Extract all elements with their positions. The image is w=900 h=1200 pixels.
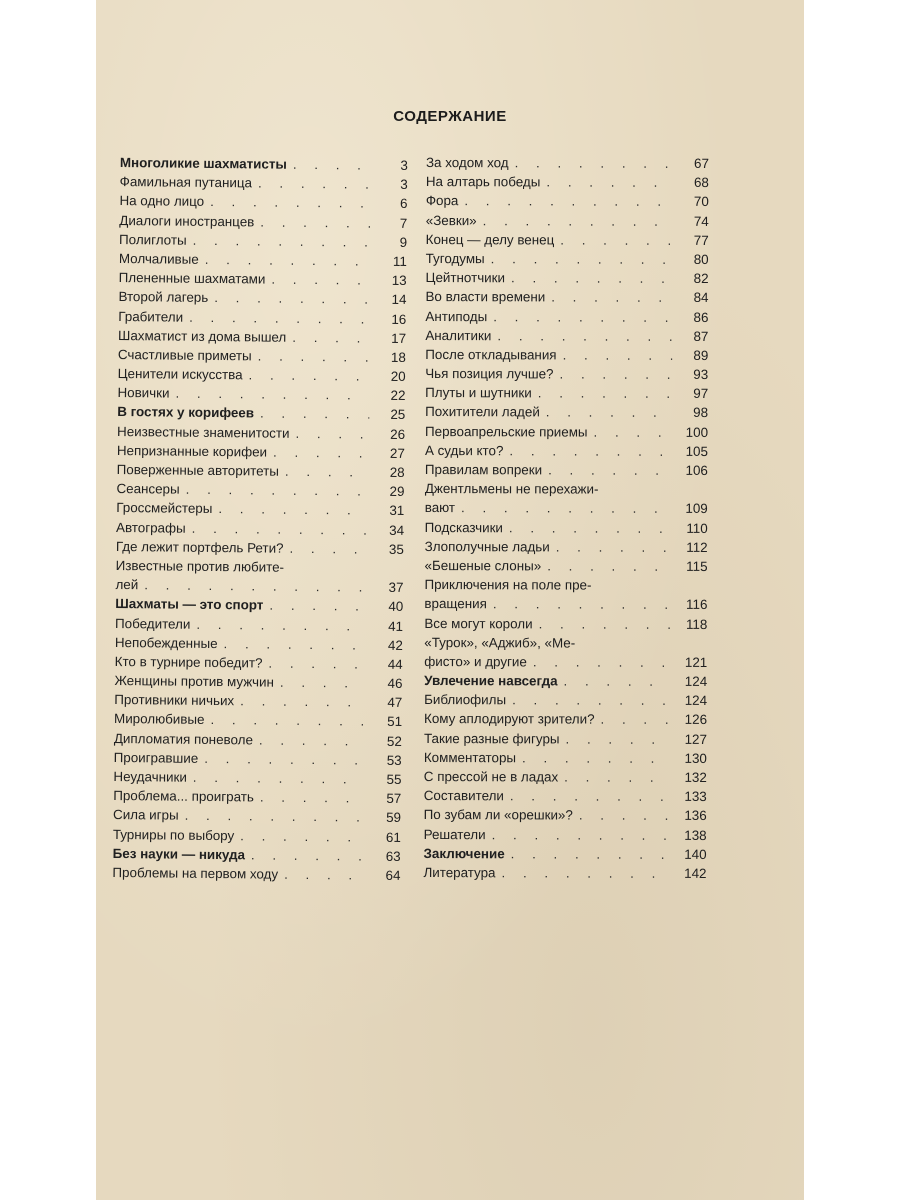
toc-entry-title: Неудачники <box>113 768 187 785</box>
dot-leader <box>144 576 367 596</box>
toc-entry-page: 44 <box>387 656 403 672</box>
toc-entry-title: Ценители искусства <box>117 366 243 383</box>
toc-entry <box>426 154 709 174</box>
toc-entry-title: Гроссмейстеры <box>116 500 213 517</box>
dot-leader <box>210 193 372 213</box>
toc-entry-title: Кто в турнире победит? <box>114 653 263 671</box>
toc-entry-title: Конец — делу венец <box>425 231 555 248</box>
toc-entry-page: 106 <box>685 462 708 478</box>
toc-entry-page: 13 <box>391 272 407 289</box>
toc-entry-title: По зубам ли «орешки»? <box>423 807 573 823</box>
toc-entry-title: Поверженные авторитеты <box>116 461 280 479</box>
toc-entry-title: С прессой не в ладах <box>423 768 559 785</box>
toc-entry-title: «Зевки» <box>425 212 477 228</box>
dot-leader <box>271 271 371 290</box>
dot-leader <box>493 308 672 327</box>
toc-entry-title: Решатели <box>423 826 486 842</box>
dot-leader <box>579 807 671 825</box>
toc-entry-page: 29 <box>389 484 405 500</box>
toc-entry <box>424 595 707 615</box>
toc-entry-page: 9 <box>399 234 408 250</box>
toc-entry <box>425 288 708 308</box>
toc-entry-title: Заключение <box>423 845 505 862</box>
dot-leader <box>268 654 366 673</box>
dot-leader <box>509 442 672 461</box>
toc-entry-page: 3 <box>400 177 408 193</box>
toc-entry-page: 109 <box>685 501 708 517</box>
toc-entry <box>425 538 708 558</box>
dot-leader <box>205 251 371 271</box>
toc-left-column <box>112 154 408 886</box>
toc-entry-page: 124 <box>684 693 708 709</box>
dot-leader <box>193 769 366 789</box>
dot-leader <box>564 673 672 691</box>
toc-entry-title: Фора <box>425 193 459 209</box>
toc-entry-title: Плененные шахматами <box>118 270 266 287</box>
toc-entry-title: Во власти времени <box>425 289 546 305</box>
toc-entry-title: Подсказчики <box>424 519 503 535</box>
toc-entry-title: Чья позиция лучше? <box>425 366 554 382</box>
toc-entry <box>424 614 707 634</box>
toc-entry-title: Известные против любите- <box>115 557 285 575</box>
toc-entry-page: 77 <box>693 232 709 248</box>
toc-entry-title: Все могут короли <box>424 615 533 631</box>
toc-entry-title: Противники ничьих <box>114 692 235 709</box>
toc-entry <box>424 787 707 807</box>
dot-leader <box>260 405 369 424</box>
toc-entry-title: Турниры по выбору <box>112 826 235 843</box>
toc-entry <box>424 730 707 750</box>
toc-entry-page: 130 <box>684 750 707 766</box>
toc-entry-page: 132 <box>684 769 707 785</box>
dot-leader <box>547 557 671 575</box>
dot-leader <box>548 461 672 479</box>
toc-entry-title: В гостях у корифеев <box>117 404 255 421</box>
toc-entry-page: 63 <box>385 848 401 864</box>
toc-entry-title: Комментаторы <box>423 749 517 766</box>
toc-entry-page: 98 <box>693 405 709 421</box>
toc-entry-page: 17 <box>391 330 407 346</box>
toc-entry-page: 126 <box>684 712 708 728</box>
dot-leader <box>280 674 367 693</box>
dot-leader <box>240 693 366 712</box>
toc-entry-title: На алтарь победы <box>425 174 541 190</box>
toc-entry-page: 51 <box>387 714 403 730</box>
toc-entry-title: Проблемы на первом ходу <box>112 864 279 882</box>
toc-entry-page: 142 <box>684 865 707 881</box>
toc-entry-page: 53 <box>386 752 402 768</box>
toc-entry-page: 127 <box>684 731 707 747</box>
dot-leader <box>210 711 366 731</box>
toc-entry-page: 136 <box>684 808 707 824</box>
toc-entry-page: 40 <box>388 599 404 615</box>
toc-entry-page: 100 <box>685 424 709 440</box>
toc-entry-page: 74 <box>693 213 709 229</box>
toc-entry-page: 18 <box>390 349 406 365</box>
toc-entry-title: Женщины против мужчин <box>114 673 275 690</box>
toc-entry <box>425 557 708 577</box>
toc-entry-page: 34 <box>389 522 405 538</box>
toc-entry-title: Полиглоты <box>119 231 187 248</box>
toc-entry-title: Грабители <box>118 308 184 325</box>
toc-entry-page: 42 <box>387 637 403 653</box>
toc-entry-page: 68 <box>693 175 709 191</box>
toc-entry-page: 46 <box>387 675 403 692</box>
toc-entry-title: Автографы <box>116 519 186 536</box>
toc-entry-page: 25 <box>390 407 406 423</box>
toc-entry-page: 97 <box>693 386 709 402</box>
dot-leader <box>560 231 672 249</box>
dot-leader <box>464 193 673 212</box>
dot-leader <box>204 750 366 770</box>
toc-entry-page: 121 <box>684 654 708 670</box>
toc-entry <box>425 442 708 462</box>
toc-right-column <box>423 154 709 884</box>
toc-entry-title: Цейтнотчики <box>425 270 506 286</box>
toc-entry <box>426 192 709 212</box>
toc-entry-title: Победители <box>115 615 191 632</box>
toc-entry-title: Диалоги иностранцев <box>119 212 255 229</box>
dot-leader <box>258 175 372 194</box>
toc-entry-page: 138 <box>684 827 707 843</box>
dot-leader <box>511 269 673 288</box>
dot-leader <box>193 232 372 252</box>
toc-entry-page: 35 <box>388 541 404 557</box>
toc-entry-page: 27 <box>389 445 405 461</box>
dot-leader <box>564 768 671 786</box>
dot-leader <box>493 596 672 615</box>
dot-leader <box>269 597 367 616</box>
toc-entry-page: 118 <box>685 616 708 632</box>
toc-entry <box>425 327 708 347</box>
toc-entry <box>424 826 707 846</box>
dot-leader <box>501 864 670 883</box>
toc-entry-title: Приключения на поле пре- <box>424 577 592 593</box>
toc-entry <box>425 499 708 519</box>
toc-entry-page: 61 <box>385 829 401 845</box>
toc-entry <box>425 461 708 481</box>
dot-leader <box>492 826 671 845</box>
toc-entry <box>426 231 709 251</box>
page-title: СОДЕРЖАНИЕ <box>393 108 507 125</box>
dot-leader <box>512 692 671 711</box>
toc-entry-page: 140 <box>684 846 707 862</box>
toc-entry-page: 31 <box>389 503 405 519</box>
dot-leader <box>285 463 369 482</box>
dot-leader <box>295 424 369 443</box>
toc-entry-title: Литература <box>423 864 496 881</box>
toc-entry-page: 116 <box>686 597 708 613</box>
toc-entry-page: 57 <box>386 791 402 807</box>
dot-leader <box>273 443 369 462</box>
toc-entry-page: 84 <box>693 290 709 306</box>
dot-leader <box>483 212 673 231</box>
dot-leader <box>258 347 370 366</box>
toc-entry-title: Многоликие шахматисты <box>119 154 287 172</box>
toc-entry <box>424 653 707 673</box>
toc-entry <box>425 346 708 366</box>
toc-entry-page: 115 <box>686 558 708 574</box>
toc-entry <box>424 576 707 596</box>
dot-leader <box>497 327 672 346</box>
toc-entry-page: 89 <box>693 347 709 363</box>
dot-leader <box>461 499 672 518</box>
dot-leader <box>515 154 673 173</box>
toc-entry-title: Где лежит портфель Рети? <box>115 538 284 556</box>
dot-leader <box>289 540 368 559</box>
dot-leader <box>175 385 369 405</box>
toc-entry <box>426 250 709 270</box>
toc-entry <box>424 768 707 788</box>
toc-entry <box>426 269 709 289</box>
toc-entry-page: 70 <box>693 194 709 210</box>
toc-entry-title: Миролюбивые <box>114 711 205 728</box>
toc-entry-title: «Турок», «Аджиб», «Ме- <box>424 634 576 651</box>
toc-entry-page: 82 <box>693 271 709 287</box>
dot-leader <box>196 615 367 635</box>
toc-entry-title: Новички <box>117 385 170 401</box>
dot-leader <box>491 250 673 269</box>
dot-leader <box>509 519 672 538</box>
toc-entry-page: 80 <box>693 251 709 267</box>
toc-entry-page: 11 <box>392 253 407 269</box>
toc-entry <box>425 519 708 539</box>
toc-entry-title: Проигравшие <box>113 749 199 766</box>
toc-entry <box>424 845 707 865</box>
toc-entry-title: Составители <box>423 788 504 804</box>
toc-entry-title: Сила игры <box>113 807 179 824</box>
toc-entry-page: 59 <box>386 810 402 826</box>
toc-entry-title: Второй лагерь <box>118 289 209 306</box>
toc-entry-title: Джентльмены не перехажи- <box>424 481 599 497</box>
toc-entry-page: 16 <box>391 311 407 327</box>
toc-entry <box>425 480 708 500</box>
dot-leader <box>284 866 365 885</box>
toc-entry-page: 41 <box>388 618 404 634</box>
dot-leader <box>601 711 672 729</box>
toc-entry-title: Антиподы <box>425 308 488 324</box>
toc-entry-title: Тугодумы <box>425 250 485 267</box>
toc-entry <box>424 672 707 692</box>
dot-leader <box>260 789 366 808</box>
dot-leader <box>260 213 371 232</box>
dot-leader <box>240 827 365 846</box>
toc-entry-title: вают <box>424 500 456 516</box>
toc-entry <box>425 307 708 327</box>
dot-leader <box>566 730 671 748</box>
toc-entry-page: 64 <box>385 867 401 883</box>
dot-leader <box>551 289 672 307</box>
dot-leader <box>546 404 672 422</box>
toc-entry <box>424 634 707 654</box>
dot-leader <box>192 519 369 539</box>
toc-entry-title: Библиофилы <box>424 692 507 708</box>
toc-entry-title: Неизвестные знаменитости <box>117 423 290 441</box>
toc-entry-title: Фамильная путаница <box>119 174 253 191</box>
dot-leader <box>186 481 369 501</box>
toc-entry-title: Шахматист из дома вышел <box>118 327 287 345</box>
toc-entry <box>424 749 707 769</box>
toc-entry <box>425 365 708 385</box>
dot-leader <box>248 366 369 385</box>
toc-entry-page: 110 <box>686 520 708 536</box>
toc-entry-page: 7 <box>399 215 408 231</box>
dot-leader <box>563 346 673 364</box>
dot-leader <box>594 423 673 441</box>
toc-entry-title: Злополучные ладьи <box>424 538 550 555</box>
toc-entry-title: Молчаливые <box>118 250 199 267</box>
toc-entry-title: Счастливые приметы <box>117 346 252 364</box>
dot-leader <box>214 289 370 309</box>
toc-entry-title: Кому аплодируют зрители? <box>424 711 595 728</box>
dot-leader <box>293 156 372 175</box>
dot-leader <box>533 653 671 671</box>
toc-entry-page: 20 <box>390 368 406 385</box>
dot-leader <box>539 615 672 633</box>
toc-entry-page: 105 <box>685 443 708 459</box>
toc-entry-page: 87 <box>693 328 709 344</box>
toc-entry-page: 26 <box>390 426 406 442</box>
toc-entry <box>425 384 708 404</box>
toc-entry-page: 6 <box>399 196 408 212</box>
toc-entry-page: 47 <box>387 695 403 711</box>
toc-entry-page: 133 <box>684 789 707 805</box>
toc-entry-title: «Бешеные слоны» <box>424 557 542 574</box>
toc-entry-title: Без науки — никуда <box>112 845 246 863</box>
toc-entry <box>424 710 707 730</box>
toc-entry-page: 28 <box>389 464 405 480</box>
dot-leader <box>546 174 673 192</box>
toc-entry-title: Проблема... проиграть <box>113 788 254 805</box>
dot-leader <box>559 366 672 384</box>
dot-leader <box>224 635 367 654</box>
toc-entry-page: 93 <box>693 366 709 383</box>
dot-leader <box>556 538 672 556</box>
book-page <box>96 0 804 1200</box>
toc-entry-page: 52 <box>386 733 402 749</box>
toc-entry-title: Первоапрельские приемы <box>425 423 588 440</box>
toc-entry <box>426 212 709 232</box>
dot-leader <box>522 749 671 768</box>
toc-entry-title: Правилам вопреки <box>424 461 543 478</box>
toc-entry-title: Плуты и шутники <box>425 385 532 401</box>
toc-entry-page: 37 <box>388 579 404 596</box>
dot-leader <box>251 846 365 865</box>
toc-entry <box>423 864 706 884</box>
toc-entry-title: Увлечение навсегда <box>424 673 558 689</box>
toc-entry-title: Непризнанные корифеи <box>116 442 268 460</box>
toc-entry-page: 86 <box>693 309 709 325</box>
toc-entry-title: За ходом ход <box>425 155 509 171</box>
toc-entry-title: После откладывания <box>425 346 557 363</box>
toc-entry-page: 124 <box>684 673 708 690</box>
toc-entry-title: Непобежденные <box>114 634 218 651</box>
dot-leader <box>511 845 671 864</box>
toc-entry-title: Похитители ладей <box>425 404 540 420</box>
toc-entry-title: Шахматы — это спорт <box>115 596 264 613</box>
toc-entry-page: 67 <box>694 155 709 171</box>
toc-entry <box>424 691 707 711</box>
toc-entry-title: фисто» и другие <box>424 653 527 670</box>
toc-entry <box>424 806 707 826</box>
dot-leader <box>185 807 366 827</box>
dot-leader <box>510 787 671 806</box>
dot-leader <box>292 329 370 348</box>
toc-entry-title: Дипломатия поневоле <box>113 730 254 748</box>
toc-entry-title: лей <box>115 577 139 593</box>
dot-leader <box>259 731 366 750</box>
dot-leader <box>538 385 672 403</box>
toc-entry-title: На одно лицо <box>119 193 205 210</box>
dot-leader <box>218 500 368 520</box>
toc-entry <box>112 864 400 886</box>
toc-entry-title: Такие разные фигуры <box>423 730 560 747</box>
toc-entry-title: Аналитики <box>425 327 492 343</box>
toc-entry-page: 55 <box>386 771 402 787</box>
toc-entry-page: 3 <box>400 157 408 174</box>
dot-leader <box>189 308 370 328</box>
toc-entry-title: Сеансеры <box>116 481 180 497</box>
toc-entry <box>425 423 708 443</box>
toc-entry <box>425 403 708 423</box>
toc-entry-title: вращения <box>424 596 487 612</box>
toc-entry <box>426 173 709 193</box>
toc-entry-page: 22 <box>390 388 406 404</box>
toc-entry-page: 112 <box>686 539 708 555</box>
toc-entry-title: А судьи кто? <box>424 442 504 459</box>
toc-entry-page: 14 <box>391 292 407 308</box>
